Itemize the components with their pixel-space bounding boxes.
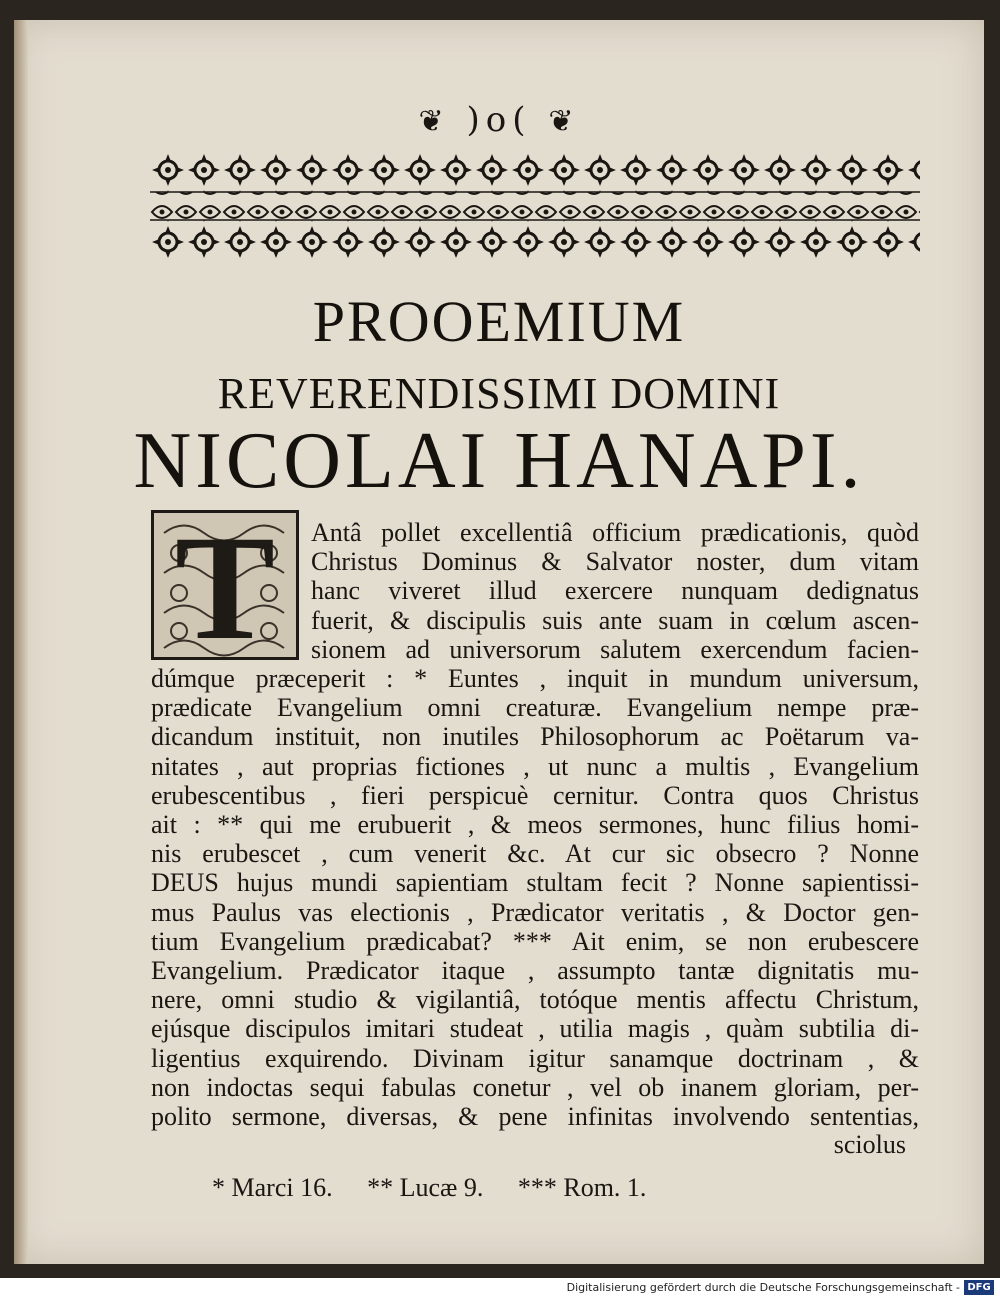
body-line: Antâ pollet excellentiâ officium prædicationis, quòd [311, 518, 919, 547]
initial-letter: T [174, 505, 276, 671]
body-line: sionem ad universorum salutem exercendum facien- [311, 634, 919, 664]
body-line: ejúsque discipulos imitari studeat , utilia magis , quàm subtilia di- [151, 1014, 919, 1044]
body-line: mus Paulus vas electionis , Prædicator veritatis , & Doctor gen- [151, 897, 919, 927]
title-line-3: NICOLAI HANAPI. [133, 417, 865, 505]
decorated-initial [151, 505, 299, 671]
ornamental-band [150, 152, 920, 260]
footnote-1: * Marci 16. [212, 1173, 333, 1202]
body-line: ligentius exquirendo. Divinam igitur sanamque doctrinam , & [151, 1043, 919, 1073]
catchword: sciolus [833, 1130, 906, 1159]
body-line: nis erubescet , cum venerit &c. At cur sic obsecro ? Nonne [151, 839, 919, 869]
footnotes [212, 1173, 674, 1203]
title-line-1: PROOEMIUM [312, 289, 686, 354]
body-line: fuerit, & discipulis suis ante suam in cœlum ascen- [311, 605, 919, 635]
page-headmark [14, 100, 984, 140]
body-line: Evangelium. Prædicator itaque , assumpto tantæ dignitatis mu- [151, 956, 919, 985]
book-page [14, 20, 984, 1264]
headmark-text: )o( [466, 100, 532, 140]
body-line: ait : ** qui me erubuerit , & meos sermones, hunc filius homi- [151, 810, 919, 839]
body-line: nitates , aut proprias fictiones , ut nunc a multis , Evangelium [151, 751, 919, 781]
body-line: prædicate Evangelium omni creaturæ. Evangelium nempe præ- [151, 693, 919, 723]
dfg-logo: DFG [964, 1280, 994, 1295]
page-edge [14, 20, 28, 1264]
body-line: dicandum instituit, non inutiles Philosophorum ac Poëtarum va- [151, 722, 919, 752]
body-line: hanc viveret illud exercere nunquam dedignatus [311, 576, 919, 606]
title-line-2: REVERENDISSIMI DOMINI [217, 369, 781, 418]
body-line: DEUS hujus mundi sapientiam stultam fecit ? Nonne sapientissi- [151, 868, 919, 898]
footer-credit: Digitalisierung gefördert durch die Deutsche Forschungsgemeinschaft - [566, 1281, 960, 1294]
fleuron-icon: ❦ [418, 104, 450, 139]
fleuron-icon: ❦ [548, 104, 580, 139]
footnote-2: ** Lucæ 9. [367, 1173, 484, 1202]
body-line: tium Evangelium prædicabat? *** Ait enim, se non erubescere [151, 926, 919, 956]
body-line: non indoctas sequi fabulas conetur , vel ob inanem gloriam, per- [151, 1072, 919, 1102]
body-line: Christus Dominus & Salvator noster, dum vitam [311, 547, 919, 577]
footer-bar [0, 1278, 1000, 1298]
body-line: nere, omni studio & vigilantiâ, totóque mentis affectu Christum, [151, 985, 919, 1015]
footnote-3: *** Rom. 1. [517, 1173, 647, 1202]
body-line: erubescentibus , fieri perspicuè cernitur. Contra quos Christus [151, 780, 919, 810]
body-line: dúmque præceperit : * Euntes , inquit in mundum universum, [151, 664, 919, 693]
body-line: polito sermone, diversas, & pene infinitas involvendo sententias, [151, 1102, 919, 1131]
